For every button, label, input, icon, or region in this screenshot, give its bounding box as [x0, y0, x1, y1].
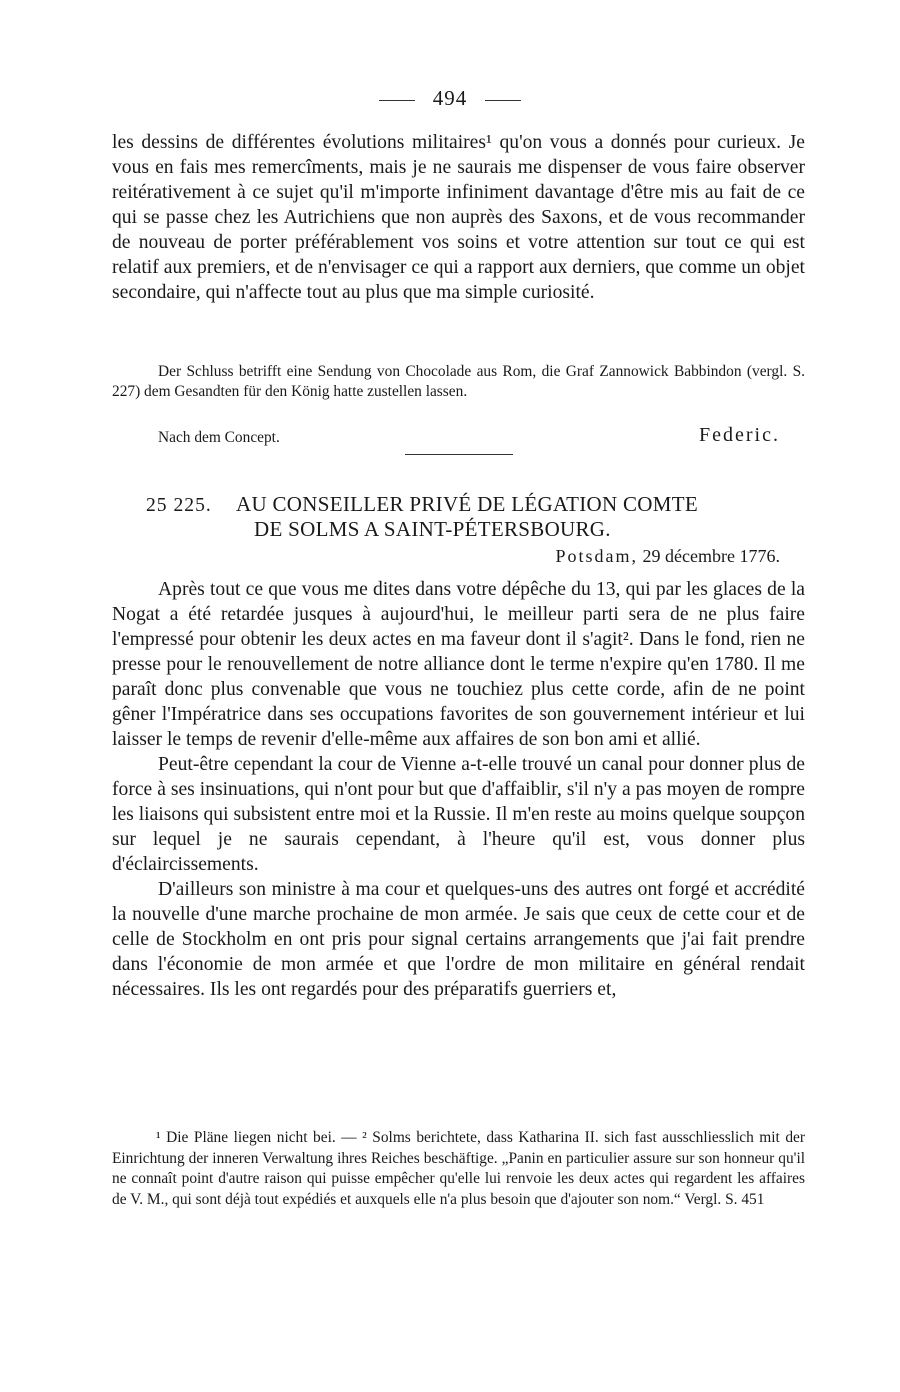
- letter-title: [236, 492, 796, 542]
- dateline-date: 29 décembre 1776.: [642, 546, 780, 566]
- letter-body: [112, 577, 805, 1002]
- page-header: [0, 86, 900, 111]
- letter-number: 25 225.: [146, 495, 212, 516]
- footnotes: [112, 1128, 805, 1210]
- editor-note: [112, 362, 805, 402]
- continuation-paragraph: [112, 130, 805, 305]
- editor-note-text: Der Schluss betrifft eine Sendung von Chocolade aus Rom, die Graf Zannowick Babbindon (vergl. S. 227) dem Gesandten für den König hatte zustellen lassen.: [112, 363, 805, 400]
- footnotes-text: ¹ Die Pläne liegen nicht bei. — ² Solms berichtete, dass Katharina II. sich fast ausschliesslich mit der Einrichtung der inneren Verwaltung ihres Reiches beschäftige. „Panin en particulier assure sur son honneur qu'il ne connaît point d'autre raison qui puisse empêcher qu'elle lui renvoie les deux actes qui regardent les affaires de V. M., qui sont déjà tout expédiés et auxquels elle n'a plus besoin que d'ajouter son nom.“ Vergl. S. 451: [112, 1129, 805, 1208]
- header-rule-left: [379, 100, 415, 101]
- dateline: [556, 546, 780, 567]
- header-rule-right: [485, 100, 521, 101]
- letter-paragraph-3: D'ailleurs son ministre à ma cour et quelques-uns des autres ont forgé et accrédité la nouvelle d'une marche prochaine de mon armée. Je sais que ceux de cette cour et de celle de Stockholm en ont pris pour signal certains arrangements que j'ai fait prendre dans l'économie de mon armée et que l'ordre de mon militaire en général rendait nécessaires. Ils les ont regardés pour des préparatifs guerriers et,: [112, 879, 805, 1000]
- source-note: Nach dem Concept.: [158, 429, 280, 446]
- dateline-place: Potsdam,: [555, 546, 639, 566]
- continuation-text: les dessins de différentes évolutions militaires¹ qu'on vous a donnés pour curieux. Je vous en fais mes remercîments, mais je ne saurais me dispenser de vous faire observer reitérativement à ce sujet qu'il m'importe infiniment davantage d'être mis au fait de ce qui se passe chez les Autrichiens que non auprès des Saxons, et de vous recommander de nouveau de porter préférablement vos soins et votre attention sur tout ce qui est relatif aux premiers, et de n'envisager ce qui a rapport aux derniers, que comme un objet secondaire, qui n'affecte tout au plus que ma simple curiosité.: [112, 132, 805, 303]
- letter-title-line-2: DE SOLMS A SAINT-PÉTERSBOURG.: [254, 517, 611, 541]
- section-divider: [405, 454, 513, 455]
- letter-paragraph-1: Après tout ce que vous me dites dans votre dépêche du 13, qui par les glaces de la Nogat a été retardée jusques à aujourd'hui, le meilleur parti sera de ne plus faire l'empressé pour obtenir les deux actes en ma faveur dont il s'agit². Dans le fond, rien ne presse pour le renouvellement de notre alliance dont le terme n'expire qu'en 1780. Il me paraît donc plus convenable que vous ne touchiez plus cette corde, afin de ne point gêner l'Impératrice dans ses occupations favorites de son gouvernement intérieur et lui laisser le temps de revenir d'elle-même aux affaires de son bon ami et allié.: [112, 579, 805, 750]
- page-number: 494: [432, 86, 468, 110]
- signature: Federic.: [699, 424, 780, 446]
- letter-title-line-1: AU CONSEILLER PRIVÉ DE LÉGATION COMTE: [236, 492, 698, 516]
- letter-paragraph-2: Peut-être cependant la cour de Vienne a-t-elle trouvé un canal pour donner plus de force à ses insinuations, qui n'ont pour but que d'affaiblir, s'il n'y a pas moyen de rompre les liaisons qui subsistent entre moi et la Russie. Il m'en reste au moins quelque soupçon sur lequel je ne saurais cependant, à l'heure qu'il est, vous donner plus d'éclaircissements.: [112, 754, 805, 875]
